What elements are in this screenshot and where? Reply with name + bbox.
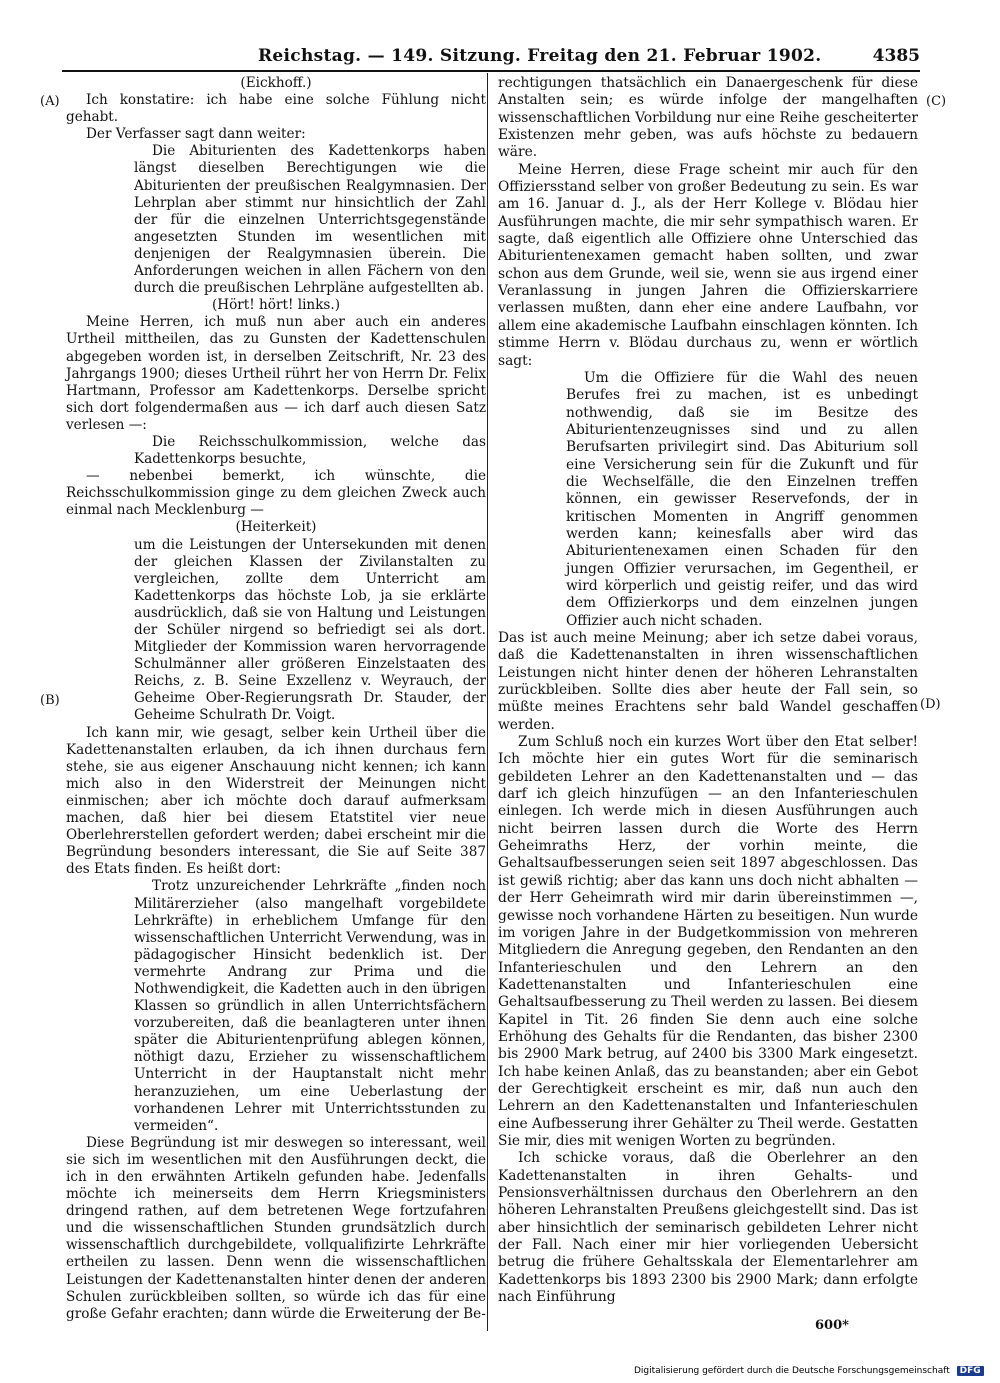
digitization-credit [634, 1366, 984, 1376]
header-rule [62, 70, 920, 72]
page-header [62, 44, 920, 70]
paragraph: Zum Schluß noch ein kurzes Wort über den Etat selber! Ich möchte hier ein gutes Wort für die seminarisch gebildeten Lehrer an den Kadettenanstalten und — das darf ich gleich hinzufügen — an den Infanterieschulen einlegen. Ich werde mich in diesen Ausführungen auch nicht beirren lassen durch die Worte des Herrn Geheimraths Herz, der vorhin meinte, die Gehaltsaufbesserungen seien seit 1897 abgeschlossen. Das ist gewiß richtig; aber das kann uns doch nicht abhalten — der Herr Geheimrath wird mir darin übereinstimmen —, gewisse noch vorhandene Härten zu beseitigen. Nun wurde im vorigen Jahre in der Budgetkommission von mehreren Mitgliedern die Anregung gegeben, den Rendanten an den Infanterieschulen und den Lehrern an den Kadettenanstalten und Infanterieschulen eine Gehaltsaufbesserung zu Theil werden zu lassen. Bei diesem Kapitel in Tit. 26 finden Sie denn auch eine solche Erhöhung des Gehalts für die Rendanten, das bisher 2300 bis 2900 Mark betrug, auf 2400 bis 3300 Mark eingesetzt. Ich habe keinen Anlaß, das zu beanstanden; aber ein Gebot der Gerechtigkeit erscheint es mir, daß nun auch den Lehrern an den Kadettenanstalten und Infanterieschulen eine Aufbesserung ihrer Gehälter zu Theil werde. Gestatten Sie mir, dies mit wenigen Worten zu begründen. [498, 734, 918, 1149]
interjection: (Eickhoff.) [240, 75, 312, 91]
margin-marker-c: (C) [926, 94, 947, 109]
quotation: Um die Offiziere für die Wahl des neuen Berufes frei zu machen, ist es unbedingt nothwendig, daß sie im Besitze des Abiturientenzeugnisses sind und zu allen Berufsarten privilegirt sind. Das Abiturium soll eine Versicherung sein für die Zukunft und für die Wechselfälle, die den Einzelnen treffen können, ein gewisser Reservefonds, der in kritischen Momenten in Angriff genommen werden kann; keinesfalls aber wird das Abiturientenexamen einen Schaden für den jungen Offizier verursachen, im Gegentheil, er wird körperlich und geistig reifer, und das wird dem Offizierkorps und dem einzelnen jungen Offizier auch nicht schaden. [566, 369, 918, 629]
column-divider [487, 73, 488, 1331]
paragraph: Der Verfasser sagt dann weiter: [86, 126, 306, 143]
quotation: um die Leistungen der Untersekunden mit denen der gleichen Klassen der Zivilanstalten zu vergleichen, zollte dem Unterricht am Kadettenkorps das höchste Lob, ja sie erklärte ausdrücklich, daß sie von Haltung und Leistungen der Schüler nirgend so befriedigt sei als dort. Mitglieder der Kommission waren hervorragende Schulmänner aller größeren Einzelstaaten des Reichs, z. B. Seine Exzellenz v. Weyrauch, der Geheime Ober-Regierungsrath Dr. Stauder, der Geheime Schulrath Dr. Voigt. [134, 536, 486, 724]
right-column [498, 75, 918, 1306]
margin-marker-b: (B) [40, 693, 60, 708]
paragraph: Meine Herren, ich muß nun aber auch ein anderes Urtheil mittheilen, das zu Gunsten der Kadettenschulen abgegeben worden ist, in derselben Zeitschrift, Nr. 23 des Jahrgangs 1900; dieses Urtheil rührt her von Herrn Dr. Felix Hartmann, Professor am Kadettenkorps. Derselbe spricht sich dort folgendermaßen aus — ich darf auch diesen Satz verlesen —: [66, 314, 486, 433]
quotation: Die Reichsschulkommission, welche das Kadettenkorps besuchte, [134, 433, 486, 468]
quotation: Trotz unzureichender Lehrkräfte „finden noch Militärerzieher (also mangelhaft vorgebildete Lehrkräfte) in erheblichem Umfange für den wissenschaftlichen Unterricht Verwendung, was in pädagogischer Hinsicht bedenklich ist. Der vermehrte Andrang zur Prima und die Nothwendigkeit, die Kadetten auch in den übrigen Klassen so gründlich in allen Unterrichtsfächern vorzubereiten, daß die beanlagteren unter ihnen später die Abiturientenprüfung ablegen können, nöthigt dazu, Erzieher zu wissenschaftlichem Unterricht in der Hauptanstalt nicht mehr heranzuziehen, um eine Ueberlastung der vorhandenen Lehrer mit Unterrichtsstunden zu vermeiden“. [134, 878, 486, 1134]
paragraph: Ich konstatire: ich habe eine solche Fühlung nicht gehabt. [66, 92, 486, 126]
paragraph: — nebenbei bemerkt, ich wünschte, die Reichsschulkommission ginge zu dem gleichen Zweck auch einmal nach Mecklenburg — [66, 468, 486, 519]
margin-marker-a: (A) [40, 94, 60, 109]
credit-text: Digitalisierung gefördert durch die Deutsche Forschungsgemeinschaft [634, 1366, 950, 1376]
quotation: Die Abiturienten des Kadettenkorps haben längst dieselben Berechtigungen wie die Abiturienten der preußischen Realgymnasien. Der Lehrplan aber stimmt nur hinsichtlich der Zahl der für die einzelnen Unterrichtsgegenstände angesetzten Stunden im wesentlichen mit denjenigen der Realgymnasien überein. Die Anforderungen weichen in allen Fächern von den durch die preußischen Lehrpläne aufgestellten ab. [134, 143, 486, 297]
dfg-logo: DFG [957, 1366, 984, 1376]
running-title: Reichstag. — 149. Sitzung. Freitag den 21. Februar 1902. [258, 46, 822, 66]
paragraph: Diese Begründung ist mir deswegen so interessant, weil sie sich im wesentlichen mit den Ausführungen deckt, die ich in den erwähnten Artikeln gefunden habe. Jedenfalls möchte ich meinerseits dem Herrn Kriegsministers dringend rathen, auf dem betretenen Wege fortzufahren und die wissenschaftlichen Stunden grundsätzlich durch wissenschaftlich durchgebildete, vollqualifizirte Lehrkräfte ertheilen zu lassen. Denn wenn die wissenschaftlichen Leistungen der Kadettenanstalten hinter denen der anderen Schulen zurückbleiben sollten, so würde ich das für eine große Gefahr erachten; dann würde die Erweiterung der Be- [66, 1134, 486, 1322]
margin-marker-d: (D) [920, 697, 941, 712]
interjection: (Hört! hört! links.) [211, 297, 341, 314]
paragraph: Ich kann mir, wie gesagt, selber kein Urtheil über die Kadettenanstalten erlauben, da ich ihnen durchaus fern stehe, sie aus eigener Anschauung nicht kennen; ich kann mich also in den Widerstreit der Meinungen nicht einmischen; aber ich möchte doch darauf aufmerksam machen, daß hier bei diesem Etatstitel vier neue Oberlehrerstellen gefordert werden; dabei erscheint mir die Begründung besonders interessant, die Sie auf Seite 387 des Etats finden. Es heißt dort: [66, 724, 486, 878]
signature-mark: 600* [815, 1318, 849, 1333]
paragraph: Ich schicke voraus, daß die Oberlehrer an den Kadettenanstalten in ihren Gehalts- und Pensionsverhältnissen durchaus den Oberlehrern an den höheren Lehranstalten Preußens gleichgestellt sind. Das ist aber hinsichtlich der seminarisch gebildeten Lehrer nicht der Fall. Nach einer mir hier vorliegenden Uebersicht betrug die frühere Gehaltsskala der Elementarlehrer am Kadettenkorps bis 1893 2300 bis 2900 Mark; dann erfolgte nach Einführung [498, 1150, 918, 1306]
left-column [66, 75, 486, 1323]
page-number: 4385 [872, 46, 920, 66]
interjection: (Heiterkeit) [235, 519, 317, 536]
paragraph: rechtigungen thatsächlich ein Danaergeschenk für diese Anstalten sein; es würde infolge der mangelhaften wissenschaftlichen Vorbildung nur eine Reihe gescheiterter Existenzen mehr geben, was aufs höchste zu bedauern wäre. [498, 75, 918, 161]
paragraph: Das ist auch meine Meinung; aber ich setze dabei voraus, daß die Kadettenanstalten in ihren wissenschaftlichen Leistungen nicht hinter denen der höheren Lehranstalten zurückbleiben. Sollte dies aber heute der Fall sein, so müßte meines Erachtens sehr bald Wandel geschaffen werden. [498, 630, 918, 733]
paragraph: Meine Herren, diese Frage scheint mir auch für den Offiziersstand selber von großer Bedeutung zu sein. Es war am 16. Januar d. J., als der Herr Kollege v. Blödau hier Ausführungen machte, die mir sehr sympathisch waren. Er sagte, daß eigentlich alle Offiziere ohne Unterschied das Abiturientenexamen gemacht haben sollten, und zwar schon aus dem Grunde, weil sie, wenn sie aus irgend einer Veranlassung in jungen Jahren die Offizierskarriere verlassen mußten, dann eher eine andere Laufbahn, vor allem eine akademische Laufbahn einschlagen könnten. Ich stimme Herrn v. Blödau durchaus zu, wenn er wörtlich sagt: [498, 161, 918, 369]
